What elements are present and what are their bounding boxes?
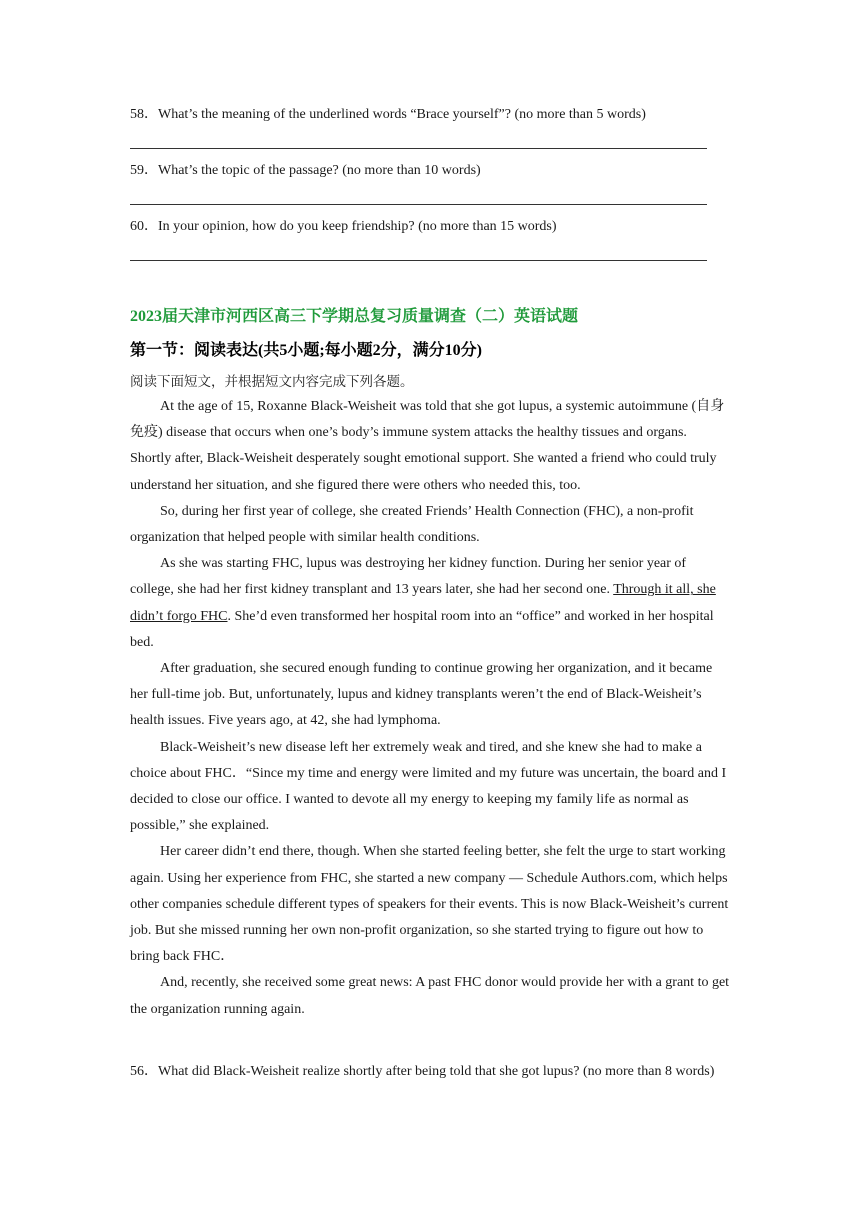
passage-paragraph-3: [130, 551, 730, 656]
question-number: 60．: [130, 219, 158, 234]
passage-paragraph-4: After graduation, she secured enough funding to continue growing her organization, and it became her full-time job. But, unfortunately, lupus and kidney transplants weren’t the end of Black-Weisheit’s health issues. Five years ago, at 42, she had lymphoma.: [130, 661, 713, 729]
exam-title: 2023届天津市河西区高三下学期总复习质量调查（二）英语试题: [130, 308, 579, 325]
underlined-sentence: Through it all, she didn’t forgo FHC: [130, 582, 716, 624]
question-text: What’s the topic of the passage? (no more than 10 words): [158, 163, 481, 178]
answer-line-60[interactable]: [130, 260, 707, 261]
question-number: 56．: [130, 1064, 158, 1079]
instruction-text: 阅读下面短文，并根据短文内容完成下列各题。: [130, 374, 414, 389]
passage-paragraph-5: Black-Weisheit’s new disease left her extremely weak and tired, and she knew she had to make a choice about FHC．“Since my time and energy were limited and my future was uncertain, the board and I decided to close our office. I wanted to devote all my energy to keeping my family life as normal as possible,” she explained.: [130, 739, 727, 834]
question-number: 59．: [130, 163, 158, 178]
passage-paragraph-6: Her career didn’t end there, though. When she started feeling better, she felt the urge to start working again. Using her experience from FHC, she started a new company — Schedule Authors.com, which helps other companies schedule different types of speakers for their events. This is now Black-Weisheit’s current job. But she missed running her own non-profit organization, so she started trying to figure out how to bring back FHC．: [130, 844, 729, 965]
question-58: [130, 106, 646, 124]
paragraph-3-text-b: . She’d even transformed her hospital room into an “office” and worked in her hospital bed.: [130, 608, 714, 650]
question-56: [130, 1058, 730, 1086]
question-text: What did Black-Weisheit realize shortly after being told that she got lupus? (no more than 8 words): [158, 1064, 715, 1079]
question-59: [130, 162, 481, 180]
passage-paragraph-7: And, recently, she received some great news: A past FHC donor would provide her with a grant to get the organization running again.: [130, 975, 730, 1017]
question-number: 58．: [130, 107, 158, 122]
question-text: In your opinion, how do you keep friendship? (no more than 15 words): [158, 219, 557, 234]
reading-passage: [130, 394, 730, 1023]
paragraph-3-text-a: As she was starting FHC, lupus was destroying her kidney function. During her senior year of college, she had her first kidney transplant and 13 years later, she had her second one.: [130, 556, 687, 598]
question-text: What’s the meaning of the underlined words “Brace yourself”? (no more than 5 words): [158, 107, 646, 122]
answer-line-59[interactable]: [130, 204, 707, 205]
question-60: [130, 218, 557, 236]
answer-line-58[interactable]: [130, 148, 707, 149]
passage-paragraph-1: At the age of 15, Roxanne Black-Weisheit was told that she got lupus, a systemic autoimmune (自身免疫) disease that occurs when one’s body’s immune system attacks the healthy tissues and organs. Shortly after, Black-Weisheit desperately sought emotional support. She wanted a friend who could truly understand her situation, and she figured there were others who needed this, too.: [130, 399, 725, 493]
passage-paragraph-2: So, during her first year of college, she created Friends’ Health Connection (FHC), a non-profit organization that helped people with similar health conditions.: [130, 503, 694, 546]
section-title: 第一节：阅读表达(共5小题;每小题2分，满分10分): [130, 342, 482, 359]
